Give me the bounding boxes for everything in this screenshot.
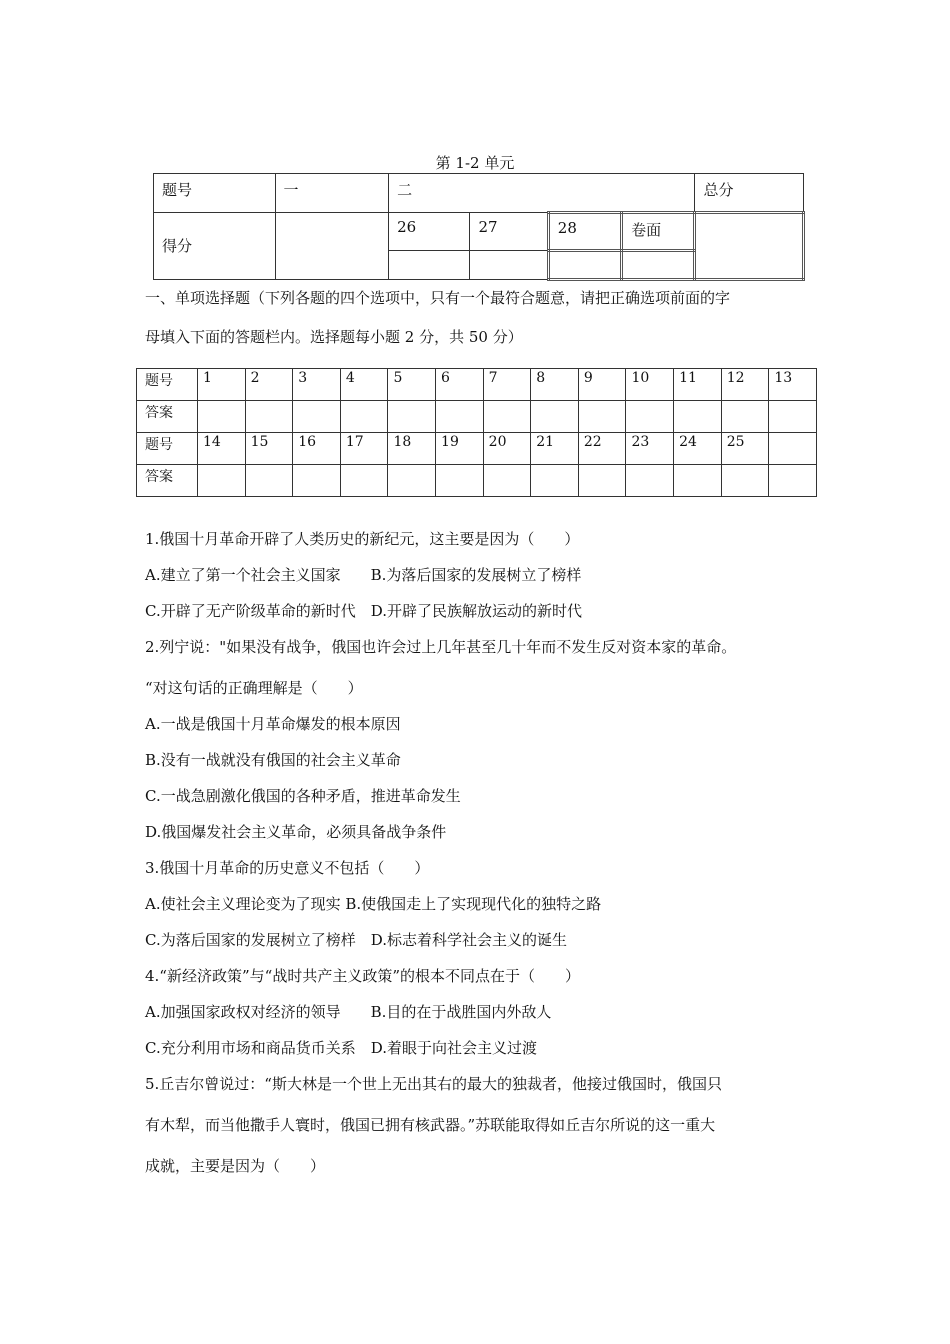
question-3-options: A.使社会主义理论变为了现实 B.使俄国走上了实现现代化的独特之路 <box>145 895 602 913</box>
score-col-26: 26 <box>389 212 470 251</box>
grid-answer-cell[interactable] <box>674 465 722 497</box>
grid-number: 1 <box>198 369 246 401</box>
grid-answer-cell[interactable] <box>388 465 436 497</box>
question-4-stem: 4.“新经济政策”与“战时共产主义政策”的根本不同点在于（ ） <box>145 967 580 985</box>
grid-answer-cell[interactable] <box>198 401 246 433</box>
grid-number: 25 <box>721 433 769 465</box>
grid-number: 24 <box>674 433 722 465</box>
grid-answer-cell[interactable] <box>578 465 626 497</box>
grid-number-label: 题号 <box>137 369 198 401</box>
grid-number: 12 <box>721 369 769 401</box>
score-table <box>153 173 805 281</box>
grid-number: 10 <box>626 369 674 401</box>
grid-answer-label: 答案 <box>137 401 198 433</box>
section-1-heading-line1: 一、单项选择题（下列各题的四个选项中，只有一个最符合题意，请把正确选项前面的字 <box>145 289 731 307</box>
question-3-stem: 3.俄国十月革命的历史意义不包括（ ） <box>145 859 430 877</box>
grid-answer-cell[interactable] <box>578 401 626 433</box>
grid-answer-cell[interactable] <box>531 401 579 433</box>
grid-answer-cell[interactable] <box>245 465 293 497</box>
question-5-stem-cont: 成就，主要是因为（ ） <box>145 1157 326 1175</box>
score-cell-28[interactable] <box>548 251 621 280</box>
grid-answer-cell[interactable] <box>436 401 484 433</box>
grid-answer-cell[interactable] <box>293 465 341 497</box>
grid-answer-cell[interactable] <box>245 401 293 433</box>
grid-number: 21 <box>531 433 579 465</box>
grid-answer-cell[interactable] <box>769 465 817 497</box>
grid-number: 9 <box>578 369 626 401</box>
grid-answer-cell[interactable] <box>483 401 531 433</box>
question-2-stem: 2.列宁说："如果没有战争，俄国也许会过上几年甚至几十年而不发生反对资本家的革命。 <box>145 638 737 656</box>
grid-number <box>769 433 817 465</box>
score-cell-total[interactable] <box>695 212 804 279</box>
grid-answer-cell[interactable] <box>198 465 246 497</box>
grid-number: 8 <box>531 369 579 401</box>
score-cell-26[interactable] <box>389 251 470 280</box>
question-5-stem-cont: 有木犁，而当他撒手人寰时，俄国已拥有核武器。”苏联能取得如丘吉尔所说的这一重大 <box>145 1116 716 1134</box>
grid-answer-cell[interactable] <box>388 401 436 433</box>
grid-answer-cell[interactable] <box>626 465 674 497</box>
grid-number: 13 <box>769 369 817 401</box>
page-title: 第 1-2 单元 <box>435 154 515 172</box>
grid-number: 5 <box>388 369 436 401</box>
grid-number: 22 <box>578 433 626 465</box>
score-label-number: 题号 <box>154 174 276 213</box>
score-part-2: 二 <box>389 174 695 213</box>
grid-number: 6 <box>436 369 484 401</box>
question-2-option: D.俄国爆发社会主义革命，必须具备战争条件 <box>145 823 447 841</box>
question-5-stem: 5.丘吉尔曾说过：“斯大林是一个世上无出其右的最大的独裁者，他接过俄国时，俄国只 <box>145 1075 722 1093</box>
score-cell-27[interactable] <box>470 251 548 280</box>
question-3-options: C.为落后国家的发展树立了榜样 D.标志着科学社会主义的诞生 <box>145 931 567 949</box>
question-4-options: C.充分利用市场和商品货币关系 D.着眼于向社会主义过渡 <box>145 1039 537 1057</box>
grid-number: 15 <box>245 433 293 465</box>
question-1-stem: 1.俄国十月革命开辟了人类历史的新纪元，这主要是因为（ ） <box>145 530 580 548</box>
grid-number: 18 <box>388 433 436 465</box>
grid-number: 11 <box>674 369 722 401</box>
grid-number: 7 <box>483 369 531 401</box>
grid-number: 16 <box>293 433 341 465</box>
question-4-options: A.加强国家政权对经济的领导 B.目的在于战胜国内外敌人 <box>145 1003 552 1021</box>
score-label-score: 得分 <box>154 212 276 279</box>
grid-number: 23 <box>626 433 674 465</box>
grid-number: 3 <box>293 369 341 401</box>
grid-answer-cell[interactable] <box>483 465 531 497</box>
grid-number: 20 <box>483 433 531 465</box>
answer-grid <box>136 368 817 497</box>
grid-number: 17 <box>340 433 388 465</box>
question-1-options: C.开辟了无产阶级革命的新时代 D.开辟了民族解放运动的新时代 <box>145 602 582 620</box>
question-2-option: B.没有一战就没有俄国的社会主义革命 <box>145 751 401 769</box>
grid-answer-cell[interactable] <box>626 401 674 433</box>
grid-answer-cell[interactable] <box>531 465 579 497</box>
grid-answer-cell[interactable] <box>674 401 722 433</box>
grid-answer-cell[interactable] <box>721 401 769 433</box>
grid-answer-label: 答案 <box>137 465 198 497</box>
score-cell-part1[interactable] <box>275 212 389 279</box>
score-col-27: 27 <box>470 212 548 251</box>
grid-number: 2 <box>245 369 293 401</box>
grid-number: 14 <box>198 433 246 465</box>
grid-answer-cell[interactable] <box>340 465 388 497</box>
grid-answer-cell[interactable] <box>436 465 484 497</box>
question-1-options: A.建立了第一个社会主义国家 B.为落后国家的发展树立了榜样 <box>145 566 582 584</box>
score-total: 总分 <box>695 174 804 213</box>
grid-answer-cell[interactable] <box>769 401 817 433</box>
question-2-option: C.一战急剧激化俄国的各种矛盾，推进革命发生 <box>145 787 461 805</box>
question-2-option: A.一战是俄国十月革命爆发的根本原因 <box>145 715 401 733</box>
score-part-1: 一 <box>275 174 389 213</box>
grid-answer-cell[interactable] <box>293 401 341 433</box>
question-2-stem-cont: “对这句话的正确理解是（ ） <box>145 679 363 697</box>
score-col-28: 28 <box>548 212 621 251</box>
grid-answer-cell[interactable] <box>721 465 769 497</box>
score-cell-neatness[interactable] <box>622 251 695 280</box>
grid-number: 4 <box>340 369 388 401</box>
grid-number-label: 题号 <box>137 433 198 465</box>
grid-number: 19 <box>436 433 484 465</box>
score-col-neatness: 卷面 <box>622 212 695 251</box>
section-1-heading-line2: 母填入下面的答题栏内。选择题每小题 2 分，共 50 分） <box>145 328 523 346</box>
grid-answer-cell[interactable] <box>340 401 388 433</box>
